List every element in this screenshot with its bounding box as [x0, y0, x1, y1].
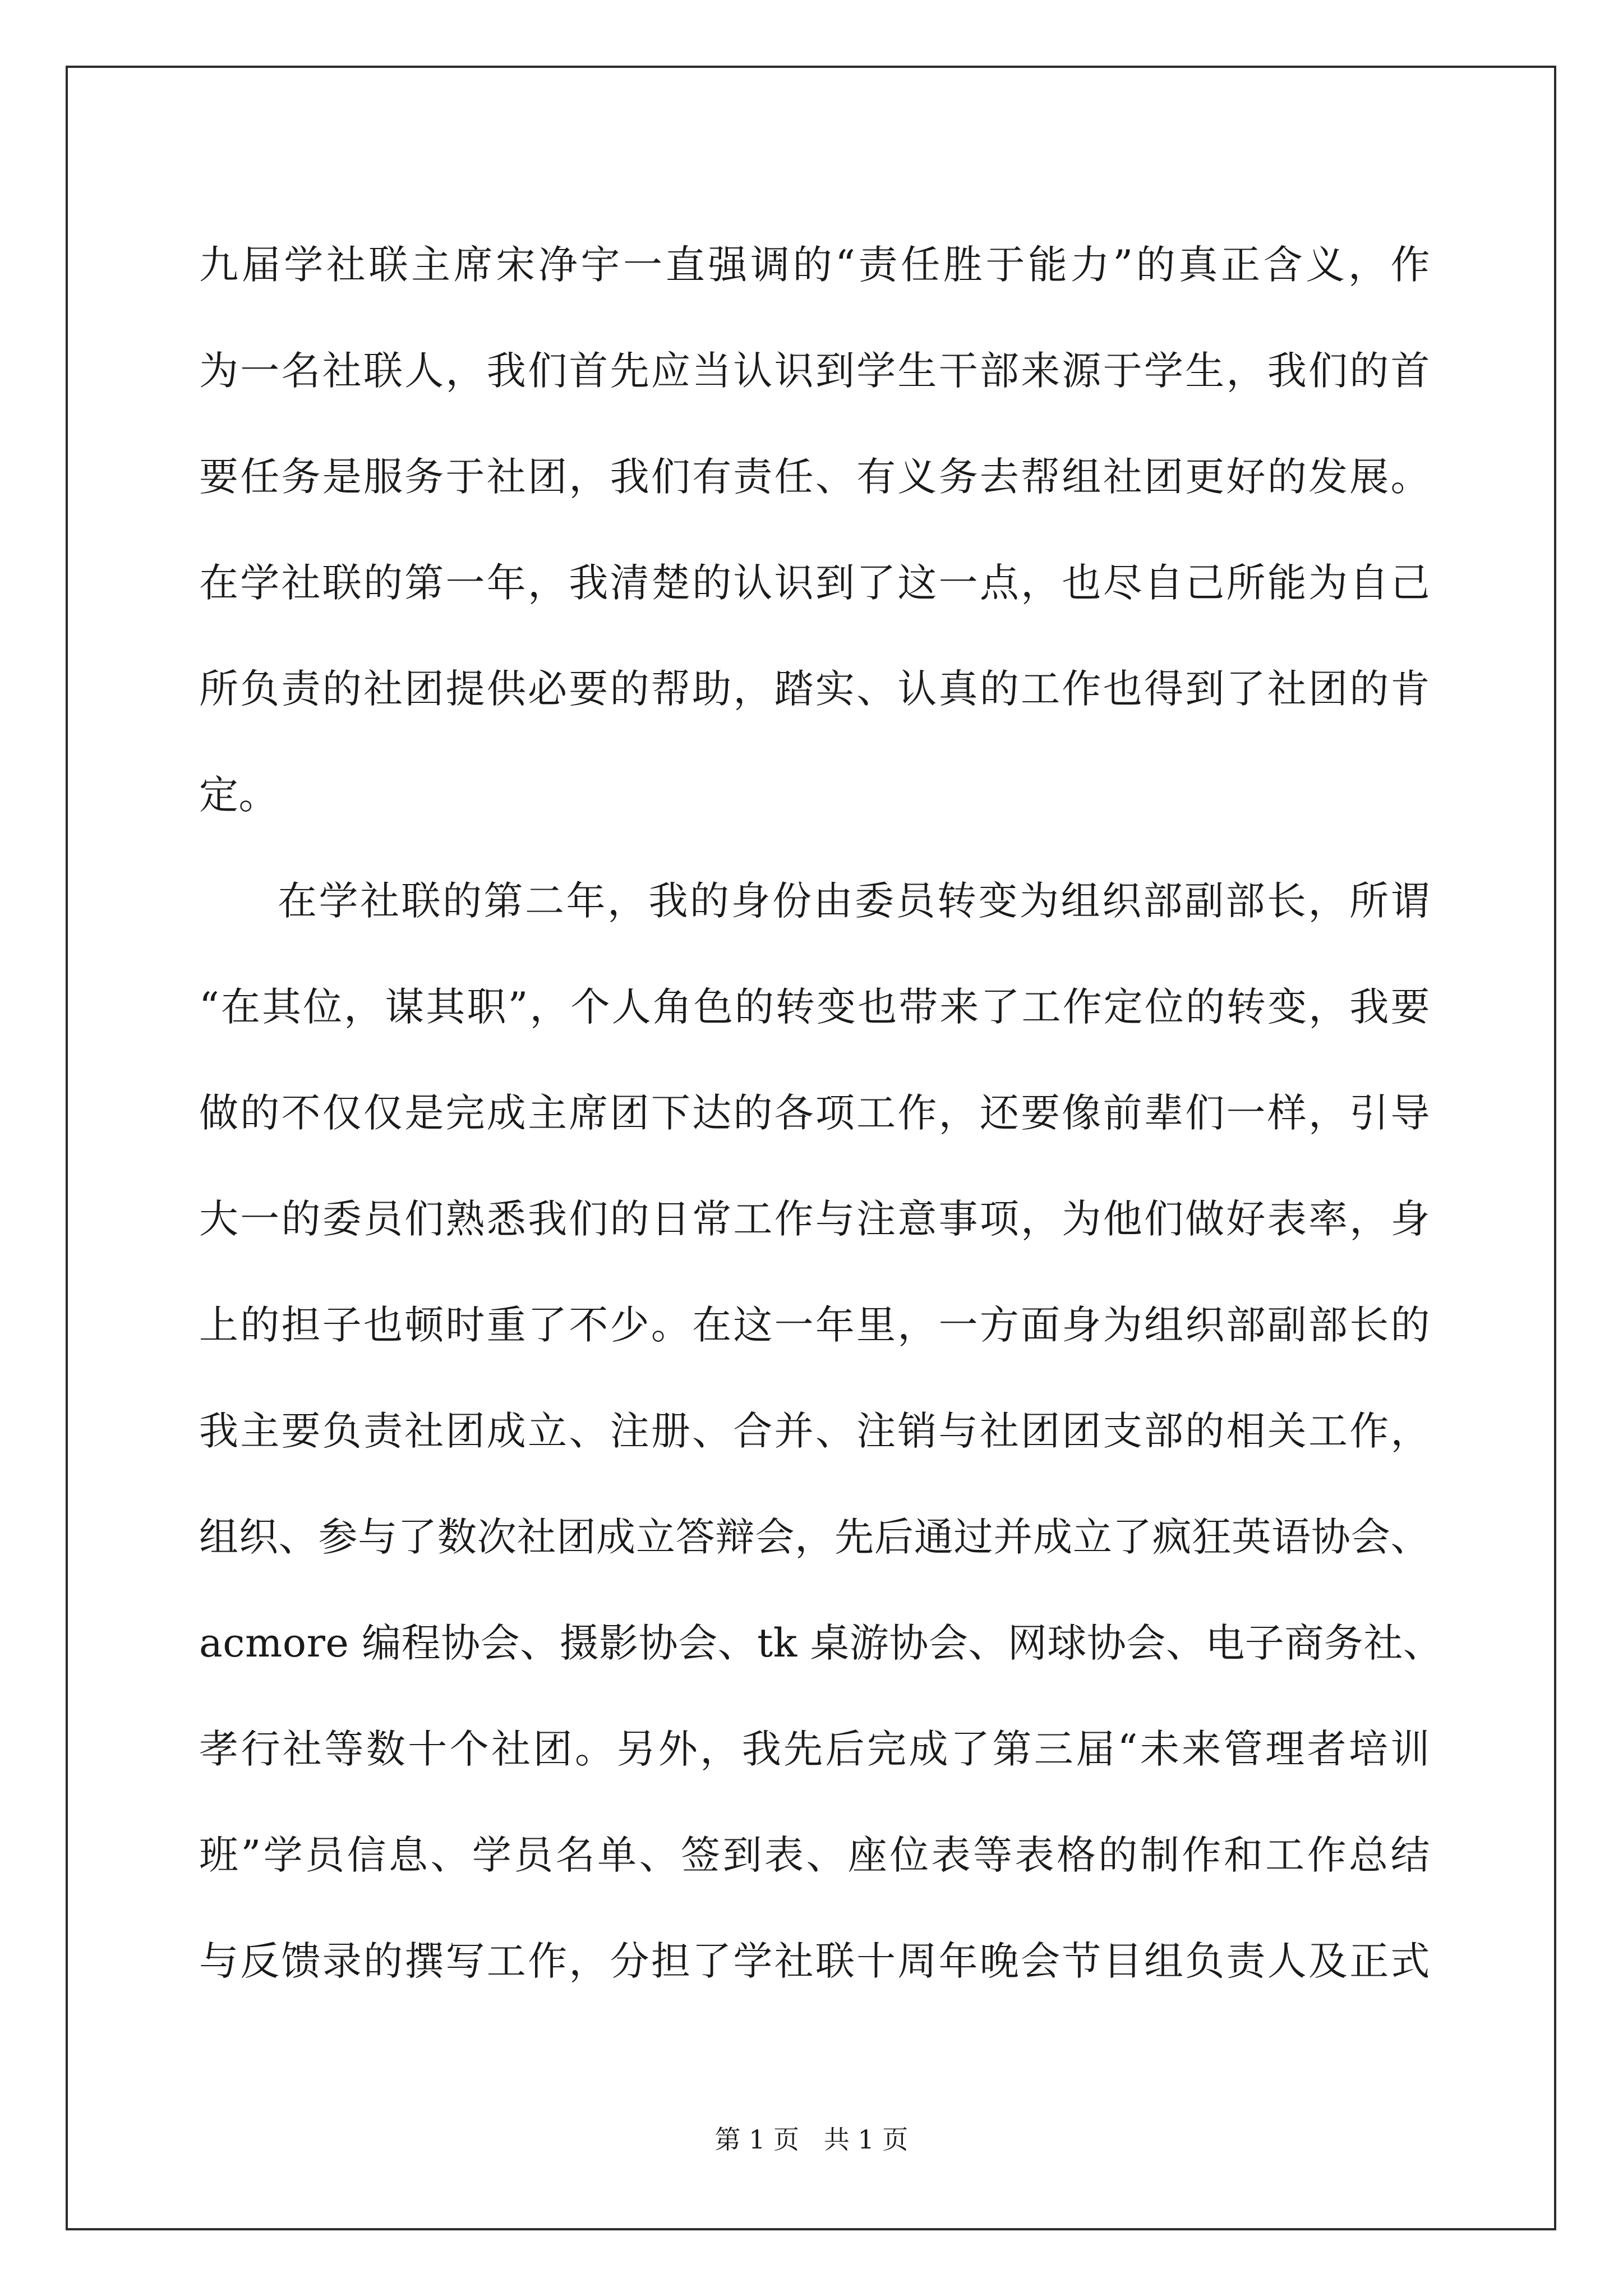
text-line: 与反馈录的撰写工作，分担了学社联十周年晚会节目组负责人及正式: [199, 1938, 1430, 1984]
text-line: 要任务是服务于社团，我们有责任、有义务去帮组社团更好的发展。: [199, 454, 1430, 500]
text-line: 定。: [199, 772, 278, 818]
text-line: 为一名社联人，我们首先应当认识到学生干部来源于学生，我们的首: [199, 348, 1430, 394]
text-line: 班”学员信息、学员名单、签到表、座位表等表格的制作和工作总结: [199, 1832, 1430, 1878]
text-line: acmore 编程协会、摄影协会、tk 桌游协会、网球协会、电子商务社、: [199, 1620, 1443, 1666]
text-line: 大一的委员们熟悉我们的日常工作与注意事项，为他们做好表率，身: [199, 1196, 1430, 1242]
text-line: 在学社联的第一年，我清楚的认识到了这一点，也尽自己所能为自己: [199, 560, 1430, 606]
text-line: 孝行社等数十个社团。另外，我先后完成了第三届“未来管理者培训: [199, 1726, 1430, 1772]
document-body: [199, 212, 1443, 2014]
text-line: “在其位，谋其职”，个人角色的转变也带来了工作定位的转变，我要: [199, 984, 1430, 1030]
page-footer: 第 1 页 共 1 页: [714, 2124, 909, 2155]
text-line: 上的担子也顿时重了不少。在这一年里，一方面身为组织部副部长的: [199, 1302, 1430, 1348]
text-line: 组织、参与了数次社团成立答辩会，先后通过并成立了疯狂英语协会、: [199, 1514, 1430, 1560]
text-line: 我主要负责社团成立、注册、合并、注销与社团团支部的相关工作，: [199, 1408, 1430, 1454]
text-line: 九届学社联主席宋净宇一直强调的“责任胜于能力”的真正含义，作: [199, 242, 1430, 288]
text-line: 做的不仅仅是完成主席团下达的各项工作，还要像前辈们一样，引导: [199, 1090, 1430, 1136]
text-line: 所负责的社团提供必要的帮助，踏实、认真的工作也得到了社团的肯: [199, 666, 1430, 712]
text-line: 在学社联的第二年，我的身份由委员转变为组织部副部长，所谓: [278, 878, 1430, 924]
